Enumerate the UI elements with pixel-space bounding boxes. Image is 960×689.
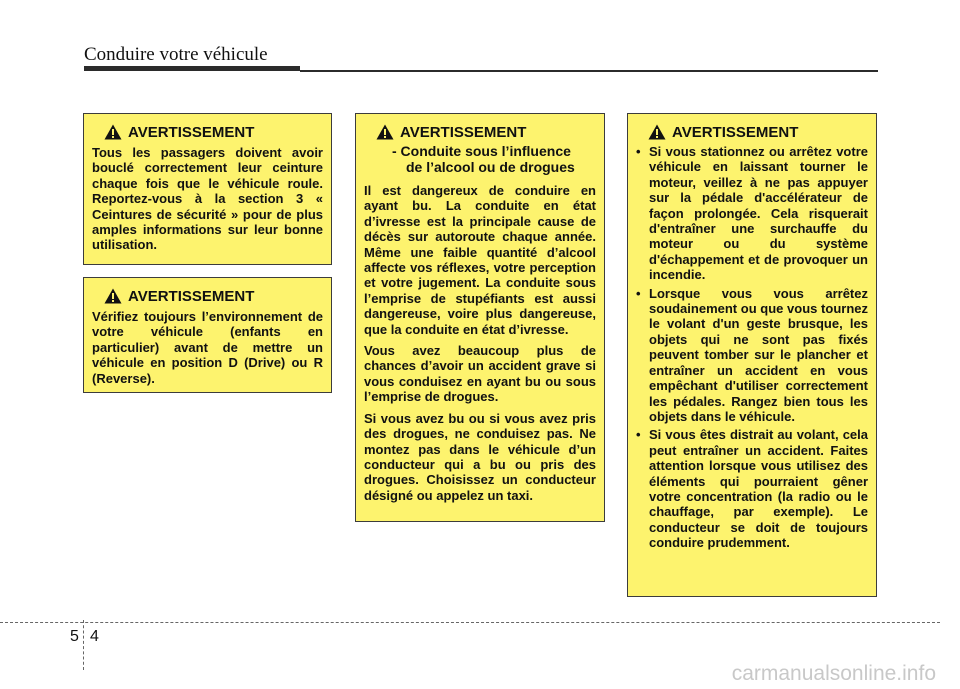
warning-title: AVERTISSEMENT [672, 124, 799, 141]
list-item [636, 427, 868, 550]
warning-box-surroundings [83, 277, 332, 393]
warning-header [364, 124, 596, 141]
warning-header [92, 288, 323, 305]
header-rule-thin [300, 70, 878, 72]
list-item [636, 286, 868, 425]
warning-paragraph: Si vous avez bu ou si vous avez pris des drogues, ne conduisez pas. Ne montez pas dans le véhicule d’un conducteur qui a bu ou pris des drogues. Choisissez un conducteur désigné ou appelez un taxi. [364, 410, 596, 503]
warning-triangle-icon [648, 124, 666, 140]
warning-title: AVERTISSEMENT [128, 124, 255, 141]
section-number: 5 [70, 628, 79, 645]
warning-box-driving-safety [627, 113, 877, 597]
footer-divider [83, 620, 84, 670]
header-title: Conduire votre véhicule [84, 44, 268, 65]
warning-triangle-icon [104, 288, 122, 304]
page-number: 4 [90, 628, 99, 645]
warning-subtitle [364, 143, 596, 175]
warning-text: Vérifiez toujours l’environnement de votre véhicule (enfants en particulier) avant de mettre un véhicule en position D (Drive) ou R (Reverse). [92, 309, 323, 386]
warning-box-seatbelts [83, 113, 332, 265]
list-item-text: Si vous stationnez ou arrêtez votre véhicule en laissant tourner le moteur, veillez à ne pas appuyer sur la pédale d'accélérateur de façon prolongée. Cela risquerait d'entraîner une surchauffe du moteur ou du système d'échappement et de provoquer un incendie. [649, 144, 868, 283]
warning-paragraph: Il est dangereux de conduire en ayant bu. La conduite en état d’ivresse est la principale cause de décès sur autoroute chaque année. Même une faible quantité d’alcool affecte vos réflexes, votre perception et votre jugement. La conduite sous l’emprise de stupéfiants est aussi dangereuse, voire plus dangereuse, que la conduite en état d’ivresse. [364, 183, 596, 337]
list-item-text: Lorsque vous vous arrêtez soudainement ou que vous tournez le volant d'un geste brusque, les objets qui ne sont pas fixés peuvent tomber sur le plancher et entraîner un accident en vous empêchant d'utiliser correctement les pédales. Rangez bien tous les objets dans le véhicule. [649, 285, 868, 424]
warning-title: AVERTISSEMENT [128, 288, 255, 305]
watermark: carmanualsonline.info [731, 662, 936, 685]
list-item-text: Si vous êtes distrait au volant, cela peut entraîner un accident. Faites attention lorsque vous utilisez des éléments qui pourraient gêner votre concentration (la radio ou le chauffage, par exemple). Le conducteur se doit de toujours conduire prudemment. [649, 427, 868, 551]
warning-triangle-icon [104, 124, 122, 140]
warning-subtitle-line2: de l’alcool ou de drogues [406, 159, 575, 175]
bullet: • [636, 285, 641, 301]
warning-title: AVERTISSEMENT [400, 124, 527, 141]
warning-header [636, 124, 868, 141]
warning-triangle-icon [376, 124, 394, 140]
warning-list [636, 144, 868, 551]
warning-text: Tous les passagers doivent avoir bouclé correctement leur ceinture chaque fois que le véhicule roule. Reportez-vous à la section 3 « Ceintures de sécurité » pour de plus amples informations sur leur bonne utilisation. [92, 145, 323, 253]
warning-paragraph: Vous avez beaucoup plus de chances d’avoir un accident grave si vous conduisez en ayant bu ou sous l’emprise de drogues. [364, 343, 596, 405]
warning-subtitle-line1: - Conduite sous l’influence [392, 143, 571, 159]
footer-rule [0, 622, 940, 623]
list-item [636, 144, 868, 283]
bullet: • [636, 144, 641, 159]
warning-box-alcohol-drugs [355, 113, 605, 522]
bullet: • [636, 427, 641, 443]
warning-header [92, 124, 323, 141]
header-rule-thick [84, 66, 300, 71]
